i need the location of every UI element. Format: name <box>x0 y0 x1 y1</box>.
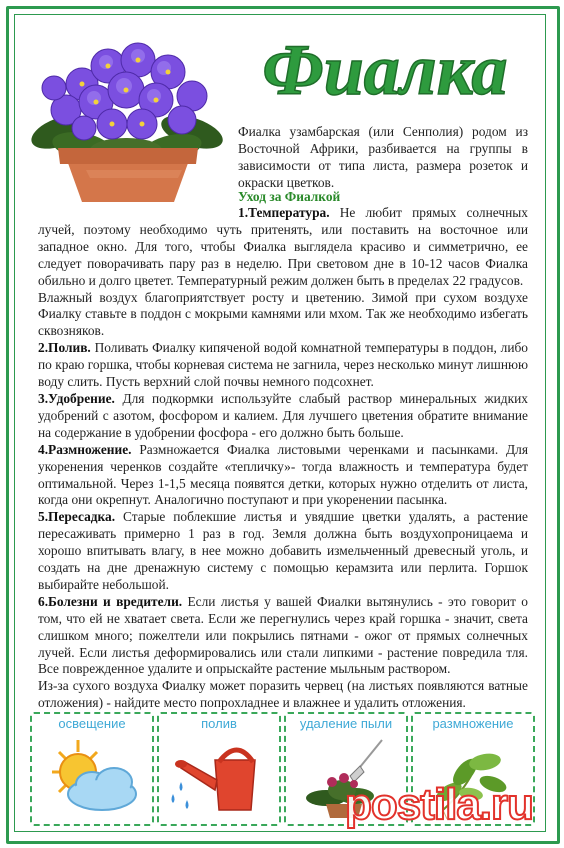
watermark-logo: postila.ru <box>345 780 534 829</box>
card-label: удаление пыли <box>299 716 393 731</box>
card-label: освещение <box>58 716 126 731</box>
section-propagation: 4.Размножение. Размножается Фиалка листовыми черенками и пасынками. Для укоренения черенков создайте «тепличку»- тогда влажность и температура будет оптимальной. Через 1-1,5 месяца появятся детки, которых нужно отделить от листа, когда они окрепнут. Аналогично поступают и при укоренении пасынка. <box>38 441 528 508</box>
card-label: полив <box>201 716 237 731</box>
sun-cloud-icon <box>32 732 152 822</box>
title-text: Фиалка <box>262 30 508 110</box>
card-watering <box>157 712 281 826</box>
card-lighting <box>30 712 154 826</box>
section-humidity: Влажный воздух благоприятствует росту и цветению. Зимой при сухом воздухе Фиалку ставьте в поддон с мокрыми камнями или мхом. Так же необходимо избегать сквозняков. <box>38 289 528 339</box>
violet-pot-illustration <box>22 24 232 204</box>
page-title <box>235 22 535 114</box>
intro-paragraph: Фиалка узамбарская (или Сенполия) родом из Восточной Африки, разбивается на группы в зависимости от типа листа, размера розеток и окраски цветков. <box>238 124 528 190</box>
section-mealybug: Из-за сухого воздуха Фиалку может поразить червец (на листьях появляются ватные отложения) - найдите место попрохладнее и влажнее и удалить отложения. <box>38 678 528 711</box>
watering-can-icon <box>159 732 279 822</box>
section-watering: 2.Полив. Поливать Фиалку кипяченой водой комнатной температуры в поддон, либо по краю горшка, чтобы корневая система не загнила, через несколько минут лишнюю воду слить. Пусть верхний слой почвы немного подсохнет. <box>38 340 528 390</box>
section-repotting: 5.Пересадка. Старые поблекшие листья и увядшие цветки удалять, а растение пересаживать примерно 1 раз в год. Земля должна быть воздухопроницаема и хорошо впитывать влагу, в нее можно добавить измельченный древесный уголь, и создать на дне дренажную систему с помощью керамзита или перлита. Горшок выбирайте небольшой. <box>38 509 528 592</box>
section-pests: 6.Болезни и вредители. Если листья у вашей Фиалки вытянулись - это говорит о том, что ей не хватает света. Если же перегнулись через край горшка - значит, света слишком много; пожелтели или покрылись пятнами - ожог от прямых солнечных лучей. Если листья деформировались или стали липкими - растение повредила тля. Все поврежденное удалите и опрыскайте растение мыльным раствором. <box>38 593 528 677</box>
care-heading: Уход за Фиалкой <box>238 189 341 204</box>
section-temperature: 1.Температура. Не любит прямых солнечных лучей, поэтому необходимо чуть притенять, или поставить на восточное или западное окно. Для того, чтобы Фиалка выглядела красиво и симметрично, ее следует поворачивать пару раз в неделю. При световом дне в 10-12 часов Фиалка обильно и долго цветет. Температурный режим должен быть в пределах 22 градусов. <box>38 205 528 288</box>
care-sections <box>38 205 528 712</box>
section-fertilizer: 3.Удобрение. Для подкормки используйте слабый раствор минеральных жидких удобрений с азотом, фосфором и калием. Для лучшего цветения обратите внимание на содержание в удобрении фосфора - его должно быть больше. <box>38 390 528 440</box>
card-label: размножение <box>432 716 514 731</box>
